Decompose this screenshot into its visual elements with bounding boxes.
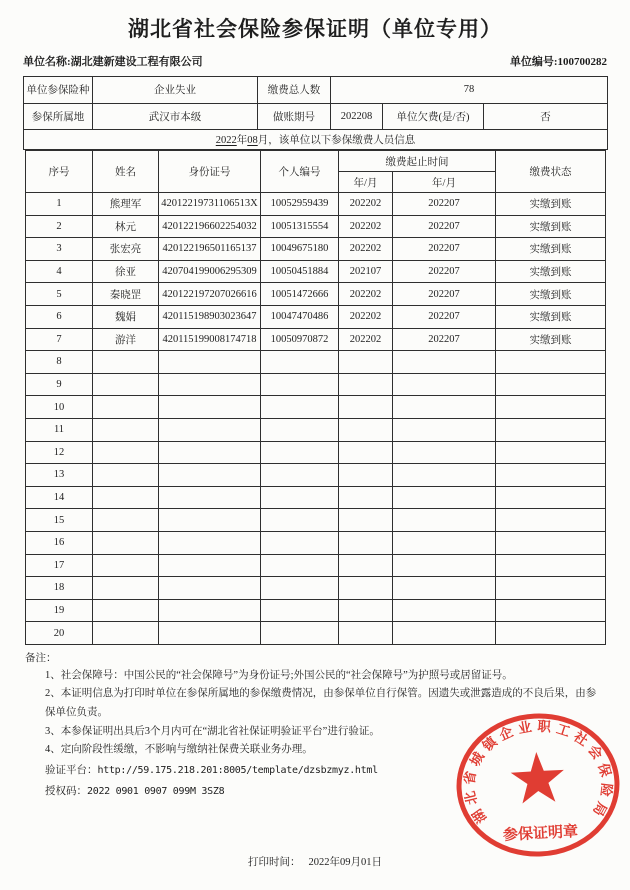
table-cell: [496, 554, 606, 577]
table-cell: [93, 486, 159, 509]
table-cell: [496, 396, 606, 419]
table-cell: [496, 531, 606, 554]
table-row: [26, 260, 606, 283]
table-cell: 1: [26, 193, 93, 216]
unit-name-label: 单位名称:: [23, 56, 71, 68]
verify-platform-url: http://59.175.218.201:8005/template/dzsbzmyz.html: [97, 764, 378, 776]
table-cell: [339, 554, 393, 577]
period-note-row: [24, 130, 608, 150]
table-cell: 11: [26, 418, 93, 441]
table-cell: 10051315554: [261, 215, 339, 238]
table-cell: 15: [26, 509, 93, 532]
table-cell: 张宏亮: [93, 238, 159, 261]
table-cell: [339, 418, 393, 441]
table-cell: 202202: [339, 215, 393, 238]
table-cell: [496, 464, 606, 487]
table-cell: [159, 396, 261, 419]
total-payers-label: 缴费总人数: [258, 77, 331, 104]
table-cell: 实缴到账: [496, 238, 606, 261]
table-row: [26, 464, 606, 487]
table-cell: 5: [26, 283, 93, 306]
table-cell: [393, 464, 496, 487]
table-cell: [393, 599, 496, 622]
members-header-row-1: [26, 151, 606, 172]
table-cell: [393, 554, 496, 577]
table-cell: [261, 577, 339, 600]
table-cell: [393, 373, 496, 396]
table-cell: 10051472666: [261, 283, 339, 306]
table-cell: 20: [26, 622, 93, 645]
table-cell: [339, 373, 393, 396]
table-cell: [339, 531, 393, 554]
table-cell: [93, 373, 159, 396]
table-cell: 202207: [393, 305, 496, 328]
table-cell: 徐亚: [93, 260, 159, 283]
table-cell: [496, 351, 606, 374]
region-value: 武汉市本级: [93, 103, 258, 130]
table-cell: 202107: [339, 260, 393, 283]
table-cell: [261, 373, 339, 396]
table-cell: 202207: [393, 260, 496, 283]
table-cell: 3: [26, 238, 93, 261]
authcode-line: [45, 781, 605, 802]
table-cell: [261, 418, 339, 441]
table-row: [26, 509, 606, 532]
table-row: [26, 531, 606, 554]
table-row: [26, 373, 606, 396]
table-cell: 实缴到账: [496, 305, 606, 328]
table-row: [26, 215, 606, 238]
table-cell: [393, 396, 496, 419]
table-row: [26, 193, 606, 216]
members-table: [25, 150, 606, 645]
period-note: [24, 130, 608, 150]
table-cell: [261, 622, 339, 645]
account-period-label: 做账期号: [258, 103, 331, 130]
col-header-ym-start: 年/月: [339, 172, 393, 193]
table-cell: [93, 554, 159, 577]
col-header-seq: 序号: [26, 151, 93, 193]
table-cell: 林元: [93, 215, 159, 238]
table-cell: 13: [26, 464, 93, 487]
summary-row-2: [24, 103, 608, 130]
table-row: [26, 351, 606, 374]
table-row: [26, 396, 606, 419]
note-item: 4、定向阶段性缓缴，不影响与缴纳社保费关联业务办理。: [45, 744, 313, 756]
table-row: [26, 554, 606, 577]
table-cell: [496, 577, 606, 600]
table-cell: 秦晓罡: [93, 283, 159, 306]
table-cell: [159, 486, 261, 509]
table-cell: [93, 599, 159, 622]
table-cell: [159, 351, 261, 374]
table-cell: [261, 509, 339, 532]
table-cell: [159, 554, 261, 577]
table-cell: 202202: [339, 193, 393, 216]
table-row: [26, 486, 606, 509]
notes-section: [25, 650, 605, 802]
table-cell: 6: [26, 305, 93, 328]
table-cell: [393, 418, 496, 441]
table-cell: 16: [26, 531, 93, 554]
summary-row-1: [24, 77, 608, 104]
table-cell: [93, 577, 159, 600]
table-cell: [93, 464, 159, 487]
table-cell: 10050451884: [261, 260, 339, 283]
insurance-type-value: 企业失业: [93, 77, 258, 104]
table-cell: 12: [26, 441, 93, 464]
table-cell: 实缴到账: [496, 260, 606, 283]
table-cell: [393, 351, 496, 374]
table-cell: [339, 441, 393, 464]
table-cell: 420122197207026616: [159, 283, 261, 306]
col-header-period: 缴费起止时间: [339, 151, 496, 172]
table-cell: 熊理军: [93, 193, 159, 216]
summary-table: [23, 76, 608, 150]
table-row: [26, 328, 606, 351]
notes-list: [25, 667, 605, 760]
table-cell: 202207: [393, 193, 496, 216]
seal-arc-label: 湖北省城镇企业职工社会保险局: [461, 718, 615, 826]
table-cell: 魏娟: [93, 305, 159, 328]
period-month: 08: [247, 135, 258, 146]
table-cell: 18: [26, 577, 93, 600]
table-cell: [159, 464, 261, 487]
note-item: 1、社会保障号：中国公民的“社会保障号”为身份证号;外国公民的“社会保障号”为护照号或居留证号。: [45, 669, 513, 681]
table-cell: [159, 531, 261, 554]
page-title: 湖北省社会保险参保证明（单位专用）: [128, 17, 502, 41]
table-cell: [93, 531, 159, 554]
unit-name: [23, 53, 203, 69]
table-cell: 10052959439: [261, 193, 339, 216]
table-cell: [393, 531, 496, 554]
unit-number-value: 100700282: [557, 56, 607, 68]
table-cell: [261, 441, 339, 464]
authcode-label: 授权码：: [45, 785, 87, 797]
table-cell: [159, 441, 261, 464]
table-cell: [496, 622, 606, 645]
col-header-status: 缴费状态: [496, 151, 606, 193]
table-cell: [496, 441, 606, 464]
table-cell: 420122196602254032: [159, 215, 261, 238]
table-cell: 4: [26, 260, 93, 283]
table-cell: [159, 622, 261, 645]
table-cell: [339, 577, 393, 600]
col-header-personal: 个人编号: [261, 151, 339, 193]
table-cell: 202207: [393, 238, 496, 261]
table-cell: [496, 373, 606, 396]
col-header-name: 姓名: [93, 151, 159, 193]
col-header-ym-end: 年/月: [393, 172, 496, 193]
table-cell: 7: [26, 328, 93, 351]
table-cell: [93, 351, 159, 374]
table-row: [26, 238, 606, 261]
table-cell: 2: [26, 215, 93, 238]
table-cell: [261, 531, 339, 554]
table-cell: 17: [26, 554, 93, 577]
table-cell: [261, 351, 339, 374]
table-cell: 10050970872: [261, 328, 339, 351]
seal-bottom-label: 参保证明章: [502, 823, 579, 844]
unit-number-label: 单位编号:: [509, 56, 558, 68]
table-cell: 实缴到账: [496, 283, 606, 306]
arrears-value: 否: [484, 103, 608, 130]
table-cell: [261, 554, 339, 577]
table-cell: [159, 577, 261, 600]
table-cell: 202202: [339, 238, 393, 261]
table-cell: [93, 418, 159, 441]
table-cell: 202207: [393, 328, 496, 351]
table-cell: [393, 441, 496, 464]
table-row: [26, 441, 606, 464]
table-cell: 42012219731106513X: [159, 193, 261, 216]
table-cell: [159, 418, 261, 441]
table-cell: 实缴到账: [496, 193, 606, 216]
total-payers-value: 78: [331, 77, 608, 104]
table-cell: [93, 622, 159, 645]
table-cell: [339, 351, 393, 374]
table-cell: 19: [26, 599, 93, 622]
table-cell: [393, 622, 496, 645]
table-cell: 实缴到账: [496, 215, 606, 238]
table-cell: 202207: [393, 215, 496, 238]
notes-heading: 备注：: [25, 652, 57, 664]
table-cell: 14: [26, 486, 93, 509]
table-cell: 420704199006295309: [159, 260, 261, 283]
table-cell: [261, 396, 339, 419]
table-row: [26, 305, 606, 328]
table-cell: 10: [26, 396, 93, 419]
unit-info-line: [23, 53, 607, 69]
verify-platform-line: [45, 760, 605, 781]
table-cell: [496, 599, 606, 622]
table-cell: [393, 509, 496, 532]
table-cell: [393, 486, 496, 509]
table-cell: [93, 441, 159, 464]
table-cell: [261, 486, 339, 509]
table-row: [26, 418, 606, 441]
table-cell: [339, 509, 393, 532]
table-row: [26, 577, 606, 600]
table-cell: [339, 599, 393, 622]
table-cell: 420122196501165137: [159, 238, 261, 261]
table-row: [26, 622, 606, 645]
print-time-label: 打印时间：: [248, 857, 301, 868]
authcode-value: 2022 0901 0907 099M 3SZ8: [87, 785, 225, 797]
table-cell: [339, 396, 393, 419]
members-table-body: [26, 193, 606, 645]
table-cell: [339, 622, 393, 645]
table-cell: [159, 509, 261, 532]
table-row: [26, 599, 606, 622]
period-year-unit: 年: [236, 135, 248, 146]
unit-number: [510, 53, 607, 69]
period-year: 2022: [215, 135, 237, 146]
table-row: [26, 283, 606, 306]
table-cell: 实缴到账: [496, 328, 606, 351]
verify-platform-label: 验证平台：: [45, 764, 98, 776]
table-cell: 202207: [393, 283, 496, 306]
table-cell: 202202: [339, 283, 393, 306]
note-item: 3、本参保证明出具后3个月内可在“湖北省社保证明验证平台”进行验证。: [45, 725, 380, 737]
table-cell: [93, 396, 159, 419]
table-cell: [496, 486, 606, 509]
table-cell: [159, 599, 261, 622]
print-time: [0, 854, 630, 869]
table-cell: [496, 418, 606, 441]
table-cell: [393, 577, 496, 600]
table-cell: 202202: [339, 328, 393, 351]
table-cell: [339, 486, 393, 509]
table-cell: 10049675180: [261, 238, 339, 261]
table-cell: [261, 464, 339, 487]
period-rest: 月，该单位以下参保缴费人员信息: [257, 135, 416, 146]
region-label: 参保所属地: [24, 103, 93, 130]
table-cell: 9: [26, 373, 93, 396]
account-period-value: 202208: [331, 103, 383, 130]
table-cell: 10047470486: [261, 305, 339, 328]
table-cell: 游洋: [93, 328, 159, 351]
note-item: 2、本证明信息为打印时单位在参保所属地的参保缴费情况，由参保单位自行保管。因遗失或泄露造成的不良后果，由参保单位负责。: [45, 688, 597, 719]
arrears-label: 单位欠费(是/否): [383, 103, 484, 130]
unit-name-value: 湖北建新建设工程有限公司: [70, 56, 203, 68]
table-cell: [159, 373, 261, 396]
table-cell: 420115199008174718: [159, 328, 261, 351]
table-cell: [339, 464, 393, 487]
col-header-id: 身份证号: [159, 151, 261, 193]
table-cell: [261, 599, 339, 622]
table-cell: 420115198903023647: [159, 305, 261, 328]
table-cell: 202202: [339, 305, 393, 328]
table-cell: [496, 509, 606, 532]
table-cell: 8: [26, 351, 93, 374]
table-cell: [93, 509, 159, 532]
print-time-value: 2022年09月01日: [308, 857, 382, 868]
insurance-type-label: 单位参保险种: [24, 77, 93, 104]
